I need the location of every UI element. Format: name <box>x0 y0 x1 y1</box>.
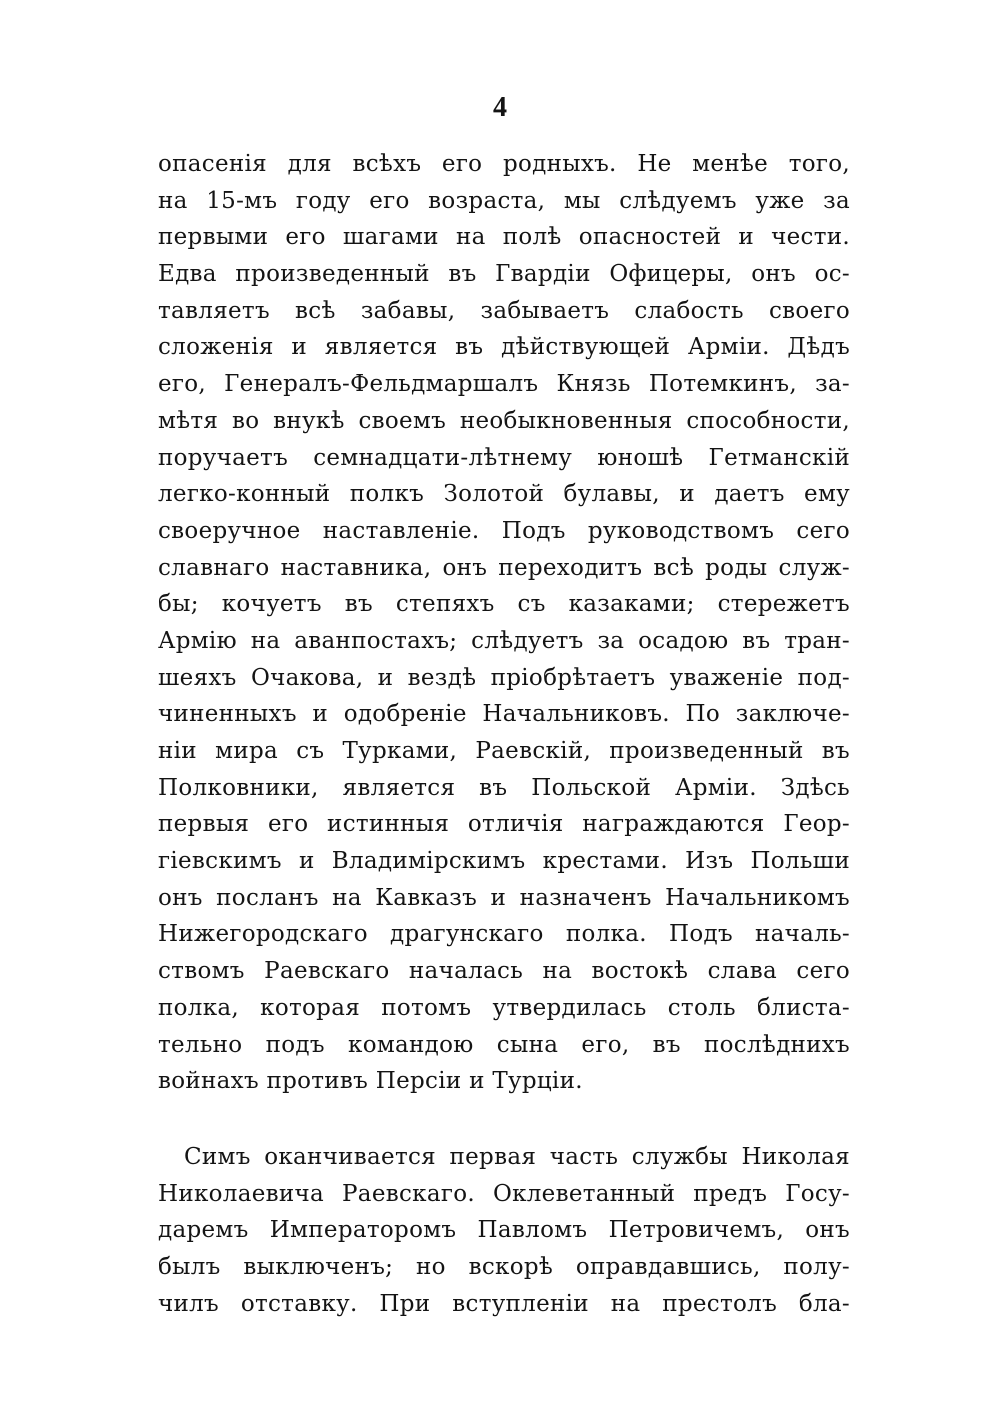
paragraph-1 <box>158 146 850 1100</box>
text-line: легко-конный полкъ Золотой булавы, и даетъ ему <box>158 481 850 508</box>
text-line: Полковники, является въ Польской Арміи. Здѣсь <box>158 774 850 801</box>
page-number: 4 <box>493 92 507 123</box>
text-line: полка, которая потомъ утвердилась столь блиста- <box>158 994 850 1021</box>
text-line: чиненныхъ и одобреніе Начальниковъ. По заключе- <box>158 701 850 728</box>
text-line: шеяхъ Очакова, и вездѣ пріобрѣтаетъ уваженіе под- <box>158 664 850 691</box>
text-line: тавляетъ всѣ забавы, забываетъ слабость своего <box>158 297 850 324</box>
text-line: ствомъ Раевскаго началась на востокѣ слава сего <box>158 958 850 985</box>
text-line: опасенія для всѣхъ его родныхъ. Не менѣе того, <box>158 151 850 177</box>
text-line: своеручное наставленіе. Подъ руководствомъ сего <box>158 517 850 544</box>
text-line: первыми его шагами на полѣ опасностей и чести. <box>158 224 850 251</box>
text-line: Армію на аванпостахъ; слѣдуетъ за осадою въ тран- <box>158 627 850 654</box>
text-line: войнахъ противъ Персіи и Турціи. <box>158 1068 583 1095</box>
text-line: на 15-мъ году его возраста, мы слѣдуемъ уже за <box>158 187 850 214</box>
text-line: гіевскимъ и Владимірскимъ крестами. Изъ Польши <box>158 848 850 875</box>
text-line: тельно подъ командою сына его, въ послѣднихъ <box>158 1031 850 1058</box>
text-line: мѣтя во внукѣ своемъ необыкновенныя способности, <box>158 407 850 434</box>
text-line: даремъ Императоромъ Павломъ Петровичемъ, онъ <box>158 1217 850 1244</box>
text-line: былъ выключенъ; но вскорѣ оправдавшись, полу- <box>158 1254 850 1281</box>
text-line: его, Генералъ-Фельдмаршалъ Князь Потемкинъ, за- <box>158 371 850 398</box>
paragraph-2 <box>158 1139 850 1322</box>
text-line: бы; кочуетъ въ степяхъ съ казаками; стережетъ <box>158 591 850 618</box>
text-line: славнаго наставника, онъ переходитъ всѣ роды служ- <box>158 554 850 581</box>
text-line: поручаетъ семнадцати-лѣтнему юношѣ Гетманскій <box>158 444 850 471</box>
text-line: Симъ оканчивается первая часть службы Николая <box>184 1144 850 1170</box>
text-line: Нижегородскаго драгунскаго полка. Подъ началь- <box>158 921 850 948</box>
text-line: ніи мира съ Турками, Раевскій, произведенный въ <box>158 738 850 764</box>
text-line: онъ посланъ на Кавказъ и назначенъ Начальникомъ <box>158 884 850 911</box>
text-line: Едва произведенный въ Гвардіи Офицеры, онъ ос- <box>158 261 850 288</box>
text-line: чилъ отставку. При вступленіи на престолъ бла- <box>158 1290 850 1317</box>
text-line: первыя его истинныя отличія награждаются Геор- <box>158 811 850 838</box>
text-line: Николаевича Раевскаго. Оклеветанный предъ Госу- <box>158 1180 850 1207</box>
text-line: сложенія и является въ дѣйствующей Арміи. Дѣдъ <box>158 334 850 361</box>
